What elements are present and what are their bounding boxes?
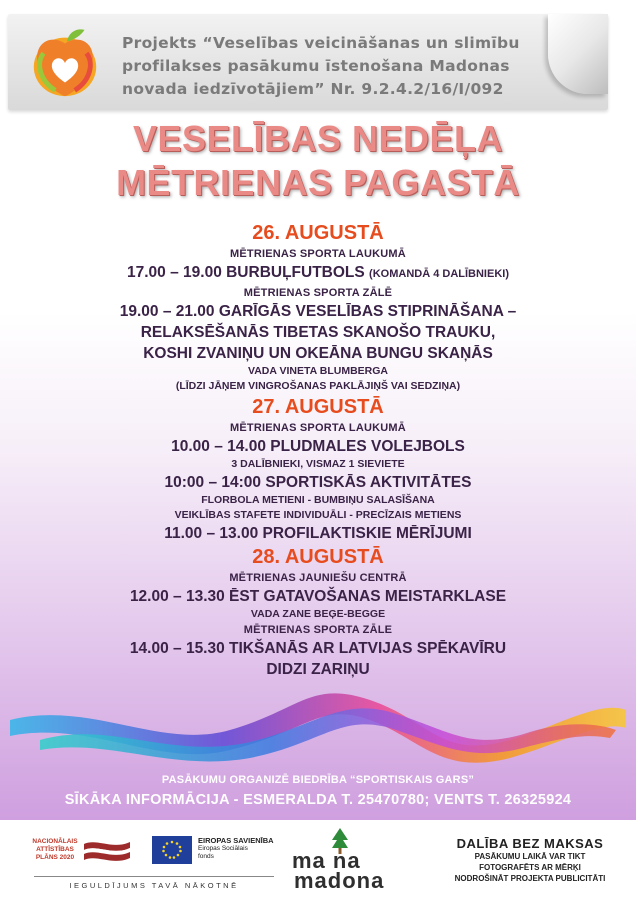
event-program <box>0 220 636 680</box>
location: MĒTRIENAS SPORTA LAUKUMĀ <box>230 422 406 434</box>
event-detail: VEIKLĪBAS STAFETE INDIVIDUĀLI - PRECĪZAIS METIENS <box>174 509 462 521</box>
project-description <box>122 32 562 101</box>
eu-sub: fonds <box>198 853 214 860</box>
day-date: 26. AUGUSTĀ <box>252 222 384 244</box>
free-title: DALĪBA BEZ MAKSAS <box>456 836 604 851</box>
project-line: profilakses pasākumu īstenošana Madonas <box>122 57 510 75</box>
free-participation <box>440 836 620 884</box>
event: 19.00 – 21.00 GARĪGĀS VESELĪBAS STIPRINĀŠANA – <box>119 303 517 320</box>
project-line: Projekts “Veselības veicināšanas un slimību <box>122 34 520 52</box>
contact-info: SĪKĀKA INFORMĀCIJA - ESMERALDA T. 25470780; VENTS T. 26325924 <box>64 792 572 808</box>
eu-title: EIROPAS SAVIENĪBA <box>198 836 274 845</box>
free-line: FOTOGRAFĒTS AR MĒRĶI <box>479 863 581 872</box>
event: 10.00 – 14.00 PLUDMALES VOLEJBOLS <box>171 438 465 455</box>
event: 10:00 – 14:00 SPORTISKĀS AKTIVITĀTES <box>164 474 472 491</box>
organizer-text: PASĀKUMU ORGANIZĒ BIEDRĪBA “SPORTISKAIS GARS” <box>161 774 475 786</box>
madona-line2: madona <box>294 868 385 893</box>
latvia-flag-icon <box>82 836 132 866</box>
location: MĒTRIENAS SPORTA ZĀLE <box>243 624 393 636</box>
event: 12.00 – 13.30 ĒST GATAVOŠANAS MEISTARKLASE <box>129 588 507 605</box>
nap-line: PLĀNS 2020 <box>35 854 75 861</box>
event: 14.00 – 15.30 TIKŠANĀS AR LATVIJAS SPĒKAVĪRU <box>129 640 507 657</box>
free-line: PASĀKUMU LAIKĀ VAR TIKT <box>474 852 586 861</box>
eu-fund-label <box>198 836 278 861</box>
footer <box>0 820 636 900</box>
day-date: 27. AUGUSTĀ <box>252 396 384 418</box>
event: KOSHI ZVANIŅU UN OKEĀNA BUNGU SKAŅĀS <box>143 345 493 362</box>
event-note: (KOMANDĀ 4 DALĪBNIEKI) <box>369 268 509 280</box>
event-detail: VADA ZANE BEĢE-BEGGE <box>250 608 386 620</box>
location: MĒTRIENAS SPORTA LAUKUMĀ <box>230 248 406 260</box>
eu-flag-icon <box>152 836 192 864</box>
event: RELAKSĒŠANĀS TIBETAS SKANOŠO TRAUKU, <box>140 324 496 341</box>
investment-slogan: IEGULDĪJUMS TAVĀ NĀKOTNĒ <box>34 876 274 890</box>
nap2020-logo <box>30 838 80 862</box>
free-line: NODROŠINĀT PROJEKTA PUBLICITĀTI <box>454 874 606 883</box>
decorative-ribbon <box>10 680 626 770</box>
event-detail: FLORBOLA METIENI - BUMBIŅU SALASĪŠANA <box>201 494 435 506</box>
event <box>0 262 636 285</box>
eu-sub: Eiropas Sociālais <box>198 845 248 852</box>
event-detail: 3 DALĪBNIEKI, VISMAZ 1 SIEVIETE <box>231 458 405 470</box>
location: MĒTRIENAS SPORTA ZĀLĒ <box>243 287 393 299</box>
location: MĒTRIENAS JAUNIEŠU CENTRĀ <box>229 572 407 584</box>
madona-line1: ma na <box>292 848 361 873</box>
event: 11.00 – 13.00 PROFILAKTISKIE MĒRĪJUMI <box>164 525 472 542</box>
nap-line: ATTĪSTĪBAS <box>36 846 74 853</box>
heart-apple-logo <box>26 24 104 102</box>
madona-logo <box>292 828 402 892</box>
day-date: 28. AUGUSTĀ <box>252 546 384 568</box>
event: DIDZI ZARIŅU <box>266 661 370 678</box>
event-detail: VADA VINETA BLUMBERGA <box>248 365 388 377</box>
nap-line: NACIONĀLAIS <box>32 838 78 845</box>
title-line-1: VESELĪBAS NEDĒĻA <box>132 118 504 159</box>
project-header <box>8 14 608 110</box>
event-title: 17.00 – 19.00 BURBUĻFUTBOLS <box>127 264 370 281</box>
event-detail: (LĪDZI JĀŅEM VINGROŠANAS PAKLĀJIŅŠ VAI SEDZIŅA) <box>175 380 461 392</box>
project-line: novada iedzīvotājiem” Nr. 9.2.4.2/16/I/092 <box>122 80 504 98</box>
title-line-2: MĒTRIENAS PAGASTĀ <box>116 162 520 203</box>
